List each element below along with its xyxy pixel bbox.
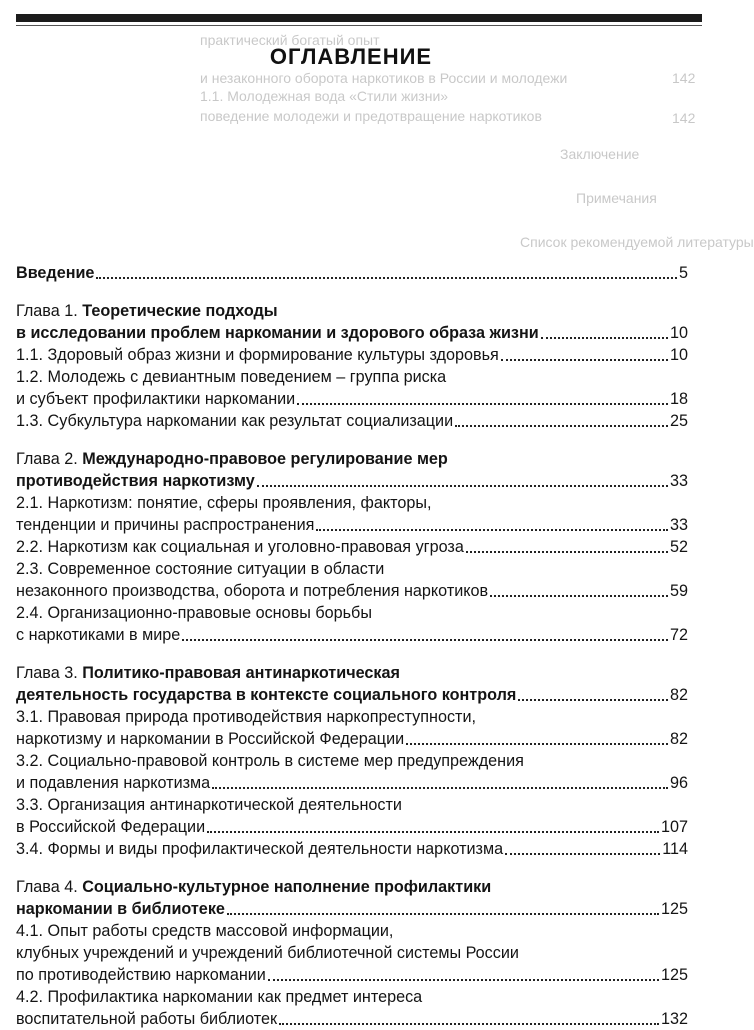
section-page-number: 18 — [669, 390, 688, 408]
chapter-heading-line[interactable] — [16, 684, 688, 706]
section-title-line — [16, 388, 688, 410]
section-title: 3.4. Формы и виды профилактической деятельности наркотизма — [16, 840, 504, 858]
intro-page-number: 5 — [678, 264, 688, 282]
section-title-line — [16, 772, 688, 794]
section-page-number: 10 — [669, 346, 688, 364]
section-title: незаконного производства, оборота и потребления наркотиков — [16, 582, 489, 600]
section-title: 1.2. Молодежь с девиантным поведением – группа риска — [16, 368, 447, 386]
toc-entry-section[interactable] — [16, 410, 688, 432]
bleed-through-line: 1.1. Молодежная вода «Стили жизни» — [200, 88, 449, 104]
bleed-through-line: и незаконного оборота наркотиков в России и молодежи — [200, 70, 568, 86]
section-title: в Российской Федерации — [16, 818, 206, 836]
intro-title: Введение — [16, 264, 95, 282]
page-title: ОГЛАВЛЕНИЕ — [269, 44, 433, 69]
section-title: 1.1. Здоровый образ жизни и формирование культуры здоровья — [16, 346, 499, 364]
toc-entry-section[interactable] — [16, 492, 688, 536]
section-title: по противодействию наркомании — [16, 966, 266, 984]
section-title-line — [16, 514, 688, 536]
toc-entry-section[interactable] — [16, 706, 688, 750]
chapter-page-number: 82 — [669, 686, 688, 704]
bleed-through-line: поведение молодежи и предотвращение наркотиков — [200, 108, 542, 124]
dot-leader — [490, 595, 668, 597]
chapter-title: в исследовании проблем наркомании и здорового образа жизни — [16, 324, 539, 342]
section-title: и субъект профилактики наркомании — [16, 390, 296, 408]
dot-leader — [466, 551, 668, 553]
section-title-line — [16, 580, 688, 602]
section-page-number: 125 — [660, 966, 688, 984]
chapter-page-number: 125 — [660, 900, 688, 918]
chapter-block — [16, 876, 688, 1030]
chapter-number: Глава 3. — [16, 664, 78, 682]
chapter-page-number: 33 — [669, 472, 688, 490]
dot-leader — [227, 913, 659, 915]
dot-leader — [518, 699, 668, 701]
section-title-line — [16, 624, 688, 646]
dot-leader — [207, 831, 659, 833]
section-title: 3.1. Правовая природа противодействия наркопреступности, — [16, 708, 477, 726]
toc-entry-section[interactable] — [16, 750, 688, 794]
chapter-number: Глава 1. — [16, 302, 78, 320]
dot-leader — [501, 359, 668, 361]
section-title: с наркотиками в мире — [16, 626, 181, 644]
section-title: наркотизму и наркомании в Российской Федерации — [16, 730, 405, 748]
dot-leader — [279, 1023, 659, 1025]
chapter-title: Международно-правовое регулирование мер — [82, 450, 448, 468]
section-title: 2.3. Современное состояние ситуации в области — [16, 560, 385, 578]
chapter-heading-line[interactable] — [16, 876, 688, 898]
section-page-number: 114 — [662, 840, 688, 858]
dot-leader — [268, 979, 659, 981]
section-title: 2.4. Организационно-правовые основы борьбы — [16, 604, 372, 622]
dot-leader — [257, 485, 668, 487]
toc-entry-section[interactable] — [16, 920, 688, 986]
toc-entry-section[interactable] — [16, 838, 688, 860]
header-rule — [16, 14, 702, 22]
bleed-through-line: Примечания — [576, 190, 657, 206]
section-page-number: 96 — [669, 774, 688, 792]
chapter-heading-line[interactable] — [16, 662, 688, 684]
section-title: клубных учреждений и учреждений библиотечной системы России — [16, 944, 519, 962]
toc-entry-intro[interactable] — [16, 262, 688, 284]
toc-entry-section[interactable] — [16, 366, 688, 410]
chapter-title: Теоретические подходы — [82, 302, 278, 320]
bleed-through-line: 142 — [672, 70, 696, 86]
section-page-number: 25 — [669, 412, 688, 430]
dot-leader — [182, 639, 668, 641]
chapter-title: Социально-культурное наполнение профилактики — [82, 878, 492, 896]
section-title: тенденции и причины распространения — [16, 516, 315, 534]
chapter-title: противодействия наркотизму — [16, 472, 255, 490]
section-page-number: 132 — [660, 1010, 688, 1028]
chapter-number: Глава 2. — [16, 450, 78, 468]
section-title: 2.2. Наркотизм как социальная и уголовно-правовая угроза — [16, 538, 464, 556]
table-of-contents — [16, 262, 688, 1030]
bleed-through-line: практический богатый опыт — [200, 32, 380, 48]
toc-entry-section[interactable] — [16, 536, 688, 558]
toc-entry-section[interactable] — [16, 558, 688, 602]
bleed-through-line: Заключение — [560, 146, 640, 162]
section-title-line — [16, 816, 688, 838]
chapter-heading-line[interactable] — [16, 898, 688, 920]
section-page-number: 107 — [660, 818, 688, 836]
chapters-list — [16, 300, 688, 1030]
bleed-through-line: 142 — [672, 110, 696, 126]
dot-leader — [96, 277, 677, 279]
chapter-title: Политико-правовая антинаркотическая — [82, 664, 400, 682]
section-title: 3.3. Организация антинаркотической деятельности — [16, 796, 402, 814]
dot-leader — [541, 337, 668, 339]
chapter-block — [16, 300, 688, 432]
dot-leader — [212, 787, 668, 789]
section-title: 4.2. Профилактика наркомании как предмет интереса — [16, 988, 423, 1006]
chapter-number: Глава 4. — [16, 878, 78, 896]
dot-leader — [406, 743, 668, 745]
chapter-title: деятельность государства в контексте социального контроля — [16, 686, 517, 704]
section-title-line — [16, 728, 688, 750]
toc-entry-section[interactable] — [16, 344, 688, 366]
toc-entry-section[interactable] — [16, 602, 688, 646]
dot-leader — [297, 403, 668, 405]
chapter-heading-line[interactable] — [16, 448, 688, 470]
chapter-heading-line[interactable] — [16, 322, 688, 344]
dot-leader — [505, 853, 660, 855]
section-title: 4.1. Опыт работы средств массовой информации, — [16, 922, 394, 940]
bleed-through-line: Список рекомендуемой литературы — [520, 234, 754, 250]
section-title: 1.3. Субкультура наркомании как результат социализации — [16, 412, 454, 430]
section-title: 3.2. Социально-правовой контроль в системе мер предупреждения — [16, 752, 524, 770]
chapter-page-number: 10 — [669, 324, 688, 342]
section-title-line — [16, 344, 688, 366]
chapter-title: наркомании в библиотеке — [16, 900, 225, 918]
section-page-number: 72 — [669, 626, 688, 644]
section-page-number: 59 — [669, 582, 688, 600]
section-title-line — [16, 410, 688, 432]
toc-entry-section[interactable] — [16, 986, 688, 1030]
dot-leader — [316, 529, 668, 531]
header-rule-thin — [16, 25, 702, 26]
chapter-heading-line[interactable] — [16, 300, 688, 322]
dot-leader — [455, 425, 668, 427]
chapter-block — [16, 662, 688, 860]
section-title: воспитательной работы библиотек — [16, 1010, 278, 1028]
section-page-number: 52 — [669, 538, 688, 556]
section-page-number: 33 — [669, 516, 688, 534]
section-title-line — [16, 1008, 688, 1030]
section-page-number: 82 — [669, 730, 688, 748]
chapter-block — [16, 448, 688, 646]
chapter-heading-line[interactable] — [16, 470, 688, 492]
section-title-line — [16, 838, 688, 860]
section-title: 2.1. Наркотизм: понятие, сферы проявления, факторы, — [16, 494, 432, 512]
section-title-line — [16, 536, 688, 558]
section-title-line — [16, 964, 688, 986]
section-title: и подавления наркотизма — [16, 774, 211, 792]
toc-entry-section[interactable] — [16, 794, 688, 838]
